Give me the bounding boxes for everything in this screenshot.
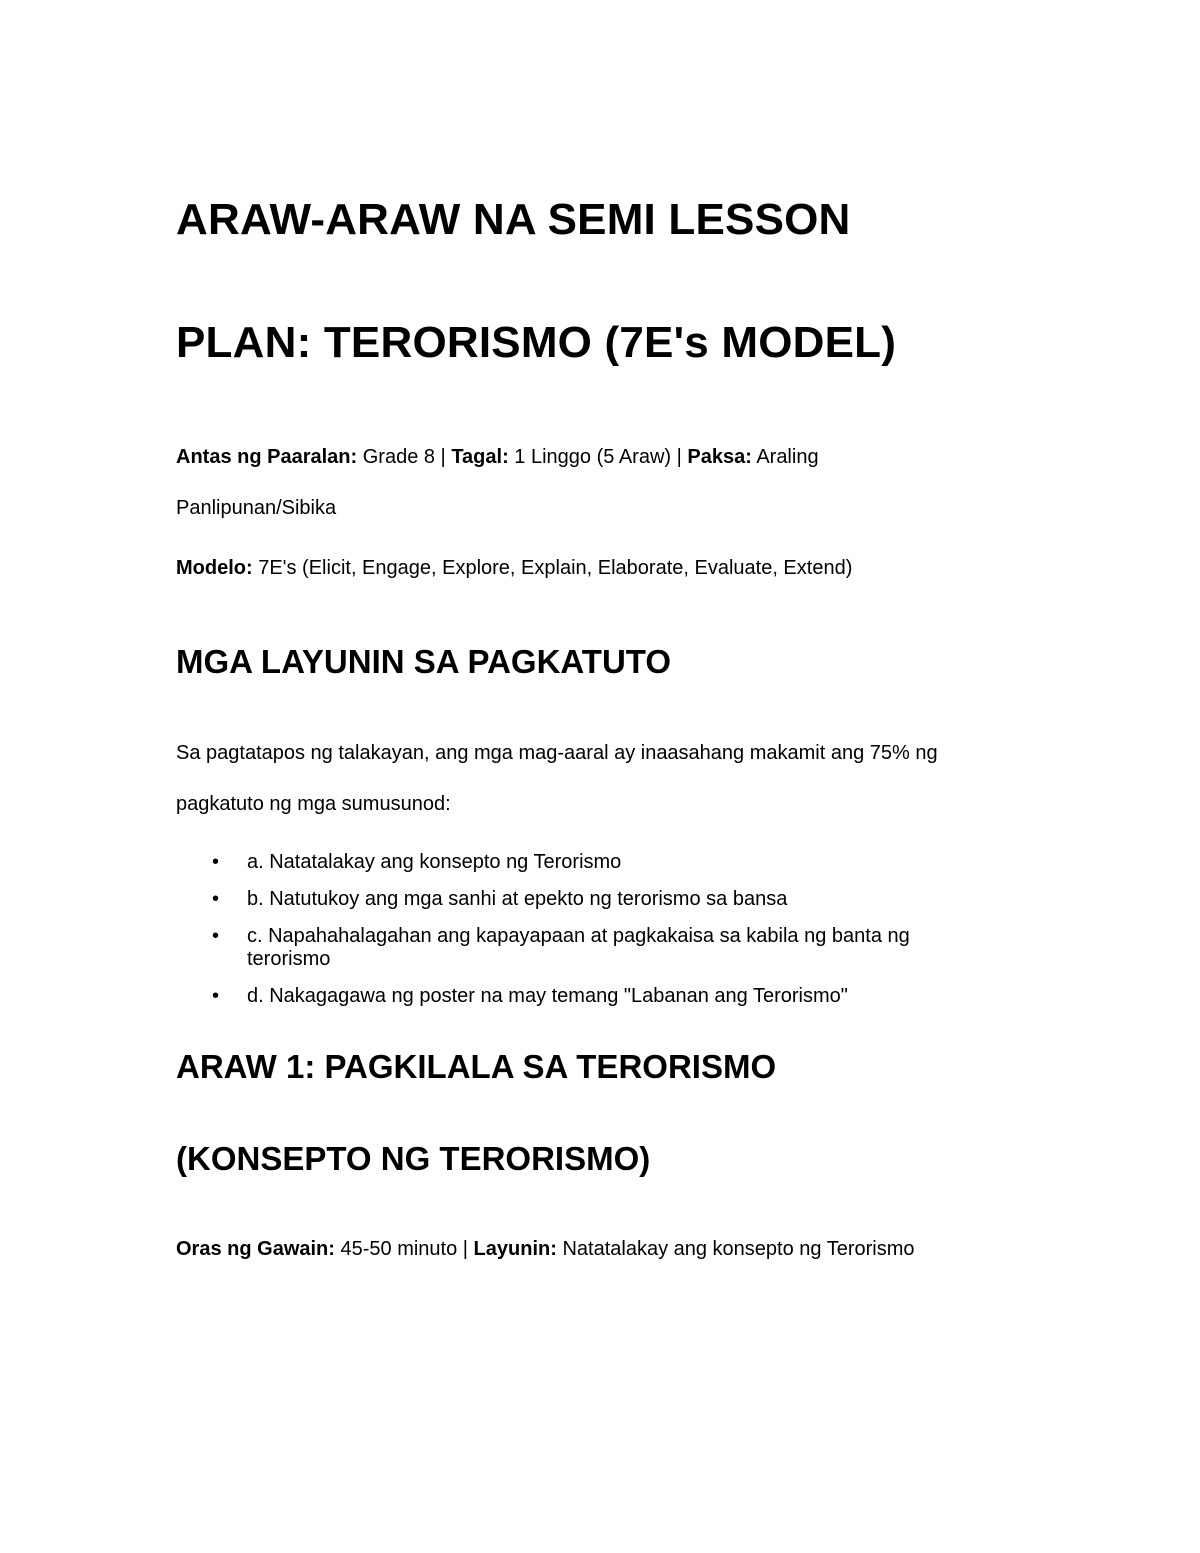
- antas-value: Grade 8 |: [357, 446, 452, 468]
- objectives-list: [176, 851, 996, 1022]
- objective-text: c. Napahahalagahan ang kapayapaan at pagkakaisa sa kabila ng banta ng terorismo: [247, 925, 910, 970]
- bullet-icon: •: [212, 851, 220, 873]
- list-item: [176, 851, 996, 874]
- paksa-value-continued: Panlipunan/Sibika: [176, 497, 337, 519]
- layunin-label: Layunin:: [473, 1238, 557, 1260]
- bullet-icon: •: [212, 925, 220, 947]
- objectives-heading: MGA LAYUNIN SA PAGKATUTO: [176, 643, 672, 680]
- objective-text: b. Natutukoy ang mga sanhi at epekto ng terorismo sa bansa: [247, 888, 788, 910]
- modelo-value: 7E's (Elicit, Engage, Explore, Explain, Elaborate, Evaluate, Extend): [252, 557, 853, 579]
- objectives-intro-line-2: pagkatuto ng mga sumusunod:: [176, 793, 451, 815]
- document-title-line-2: PLAN: TERORISMO (7E's MODEL): [176, 318, 897, 367]
- bullet-icon: •: [212, 888, 220, 910]
- paksa-value: Araling: [751, 446, 819, 468]
- modelo-label: Modelo:: [176, 557, 253, 579]
- oras-label: Oras ng Gawain:: [176, 1238, 335, 1260]
- list-item: [176, 925, 996, 971]
- oras-value: 45-50 minuto |: [334, 1238, 474, 1260]
- objective-text: a. Natatalakay ang konsepto ng Terorismo: [247, 851, 622, 873]
- day1-heading-line-2: (KONSEPTO NG TERORISMO): [176, 1140, 651, 1177]
- layunin-value: Natatalakay ang konsepto ng Terorismo: [556, 1238, 915, 1260]
- antas-label: Antas ng Paaralan:: [176, 446, 358, 468]
- bullet-icon: •: [212, 985, 220, 1007]
- meta-line: [176, 447, 819, 467]
- tagal-label: Tagal:: [451, 446, 509, 468]
- objectives-intro-line-1: Sa pagtatapos ng talakayan, ang mga mag-aaral ay inaasahang makamit ang 75% ng: [176, 742, 938, 764]
- modelo-line: [176, 558, 852, 578]
- document-title-line-1: ARAW-ARAW NA SEMI LESSON: [176, 195, 851, 244]
- list-item: [176, 985, 996, 1008]
- paksa-label: Paksa:: [687, 446, 752, 468]
- day1-heading-line-1: ARAW 1: PAGKILALA SA TERORISMO: [176, 1048, 777, 1085]
- day1-meta-line: [176, 1239, 915, 1259]
- objective-text: d. Nakagagawa ng poster na may temang "Labanan ang Terorismo": [247, 985, 848, 1007]
- list-item: [176, 888, 996, 911]
- tagal-value: 1 Linggo (5 Araw) |: [508, 446, 688, 468]
